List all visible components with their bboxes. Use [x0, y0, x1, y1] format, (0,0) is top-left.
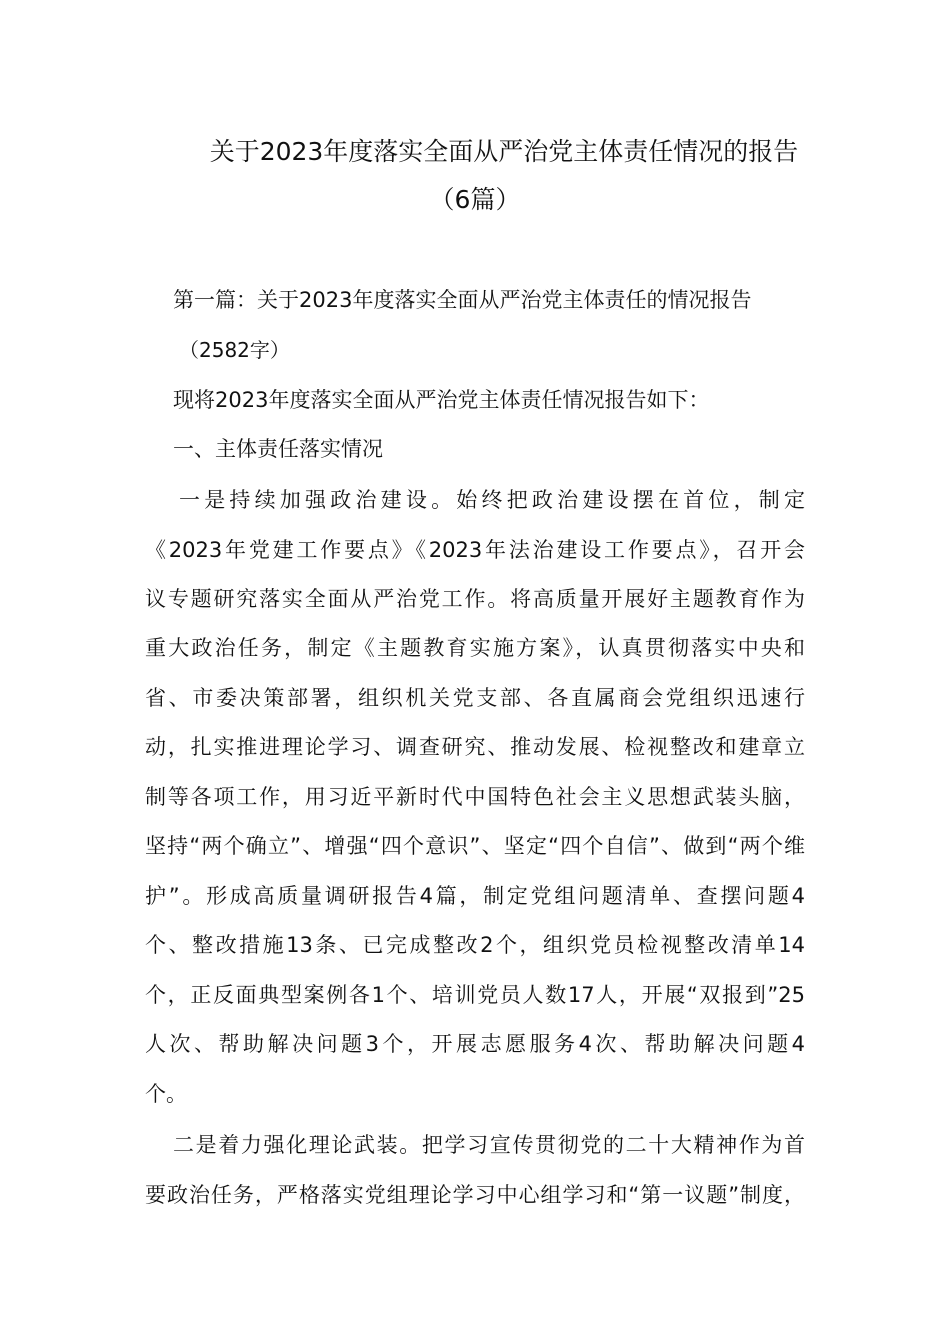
paragraph-line: 《2023年党建工作要点》《2023年法治建设工作要点》，召开会 [145, 538, 805, 562]
paragraph-line: 个，正反面典型案例各1个、培训党员人数17人，开展“双报到”25 [145, 983, 805, 1007]
intro-paragraph: 现将2023年度落实全面从严治党主体责任情况报告如下： [173, 388, 710, 412]
paragraph-line: 坚持“两个确立”、增强“四个意识”、坚定“四个自信”、做到“两个维 [145, 834, 805, 858]
paragraph-line: 制等各项工作，用习近平新时代中国特色社会主义思想武装头脑， [145, 785, 805, 809]
paragraph-line: 重大政治任务，制定《主题教育实施方案》，认真贯彻落实中央和 [145, 636, 805, 660]
chapter-wordcount: （2582字） [179, 338, 290, 362]
document-title-line1: 关于2023年度落实全面从严治党主体责任情况的报告 [209, 137, 799, 166]
paragraph-line: 护”。形成高质量调研报告4篇，制定党组问题清单、查摆问题4 [145, 884, 805, 908]
paragraph-line: 要政治任务，严格落实党组理论学习中心组学习和“第一议题”制度， [145, 1183, 805, 1207]
paragraph-line: 人次、帮助解决问题3个，开展志愿服务4次、帮助解决问题4 [145, 1032, 805, 1056]
document-title-line2: （6篇） [429, 185, 521, 214]
chapter-heading: 第一篇：关于2023年度落实全面从严治党主体责任的情况报告 [173, 288, 752, 312]
paragraph-line: 动，扎实推进理论学习、调查研究、推动发展、检视整改和建章立 [145, 735, 805, 759]
paragraph-line: 个。 [145, 1082, 187, 1106]
paragraph-line: 省、市委决策部署，组织机关党支部、各直属商会党组织迅速行 [145, 686, 805, 710]
paragraph-line: 一是持续加强政治建设。始终把政治建设摆在首位，制定 [179, 488, 805, 512]
paragraph-line: 个、整改措施13条、已完成整改2个，组织党员检视整改清单14 [145, 933, 805, 957]
paragraph-line: 议专题研究落实全面从严治党工作。将高质量开展好主题教育作为 [145, 587, 805, 611]
paragraph-line: 二是着力强化理论武装。把学习宣传贯彻党的二十大精神作为首 [173, 1133, 805, 1157]
section-heading: 一、主体责任落实情况 [173, 437, 383, 461]
